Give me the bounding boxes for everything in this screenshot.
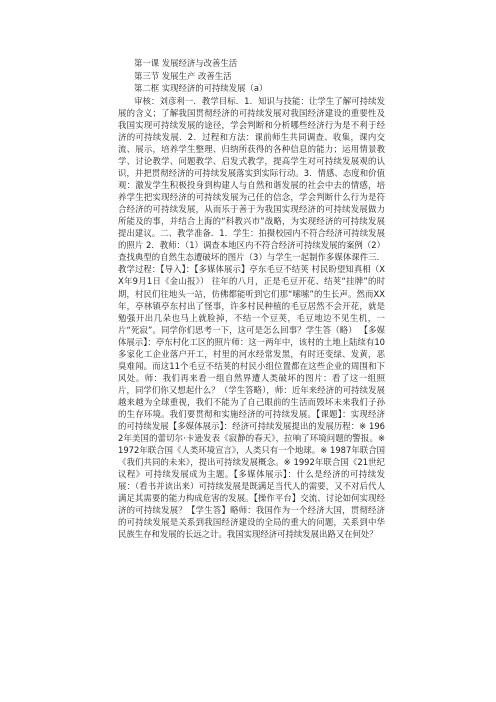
body-text: 审核：刘彦利一．教学目标．1．知识与技能：让学生了解可持续发展的含义；了解我国贯彻经济的可持续发展对我国经济建设的重要性及我国实现可持续发展的途径，学会判断和分析哪些经济行为是不利于经济的可持续发展．2．过程和方法：课前师生共同调查、收集，课内交流、展示，培养学生整理、归纳所获得的各种信息的能力；运用情景教学、讨论教学、问题教学、启发式教学，提高学生对可持续发展观的认识，并把贯彻经济的可持续发展落实到实际行动。3．情感、态度和价值观：激发学生积极投身到构建人与自然和谐发展的社会中去的情感，培养学生把实现经济的可持续发展为己任的信念，学会判断什么行为是符合经济的可持续发展，从而乐于善于为我国实现经济的可持续发展做力所能及的事，并结合上海的“科教兴市”战略，为实现经济的可持续发展提出建议。二、教学准备．1．学生：拍摄校园内不符合经济可持续发展的照片 2．教师：（1）调查本地区内不符合经济可持续发展的案例（2）查找典型的自然生态遭破坏的图片（3）与学生一起制作多媒体课件三．教学过程：【导入】：【多媒体展示】亭东毛豆不结荚 村民盼望知真相（XX年9月1日《金山报》） 往年的八月，正是毛豆开花、结荚“挂牌”的时期，村民们往地头一站，仿佛都能听到它们那“嗦嗦”的生长声。然而XX年，亭林镇亭东村出了怪事，许多村民种植的毛豆居然不会开花，就是勉强开出几朵也马上就脸掉，不结一个豆荚，毛豆地边不见生机，一片“死寂”。同学你们思考一下，这可是怎么回事？学生答（略） 【多媒体展示】：亭东村化工区的照片师：这一两年中，该村的土地上陆续有10多家化工企业落户开工，村里的河水经常发黑，有时还变绿、发黄，恶臭难闻。而这11个毛豆不结荚的村民小组位置都在这些企业的周围和下风处。师：我们再来看一组自然界遭人类破坏的图片：看了这一组照片，同学们你又想起什么？（学生答略），师：近年来经济的可持续发展越来越为全球重视，我们不能为了自己眼前的生活而毁坏未来我们子孙的生存环境。我们要贯彻和实施经济的可持续发展。【课题】：实现经济的可持续发展【多媒体展示】：经济可持续发展提出的发展历程：※ 1962年美国的蕾切尔·卡逊发表《寂静的春天》，拉响了环境问题的警报。※ 1972年联合国《人类环境宣言》，人类只有一个地球。※ 1987年联合国《我们共同的未来》，提出可持续发展概念。※ 1992年联合国《21世纪议程》可持续发展成为主题。【多媒体展示】：什么是经济的可持续发展：（看书并读出来）可持续发展是既满足当代人的需要，又不对后代人满足其需要的能力构成危害的发展。【操作平台】交流、讨论如何实现经济的可持续发展？【学生答】略师：我国作为一个经济大国，贯彻经济的可持续发展是关系到我国经济建设的全局的重大的问题，关系到中华民族生存和发展的长远之计。我国实现经济可持续发展出路又在何处？ xyxy=(118,95,385,540)
document-content xyxy=(118,57,385,541)
subsection-heading: 第二框 实现经济的可持续发展（a） xyxy=(134,83,268,94)
section-heading: 第三节 发展生产 改善生活 xyxy=(134,70,232,81)
lesson-heading: 第一课 发展经济与改善生活 xyxy=(134,58,238,68)
body-paragraph xyxy=(118,95,385,541)
